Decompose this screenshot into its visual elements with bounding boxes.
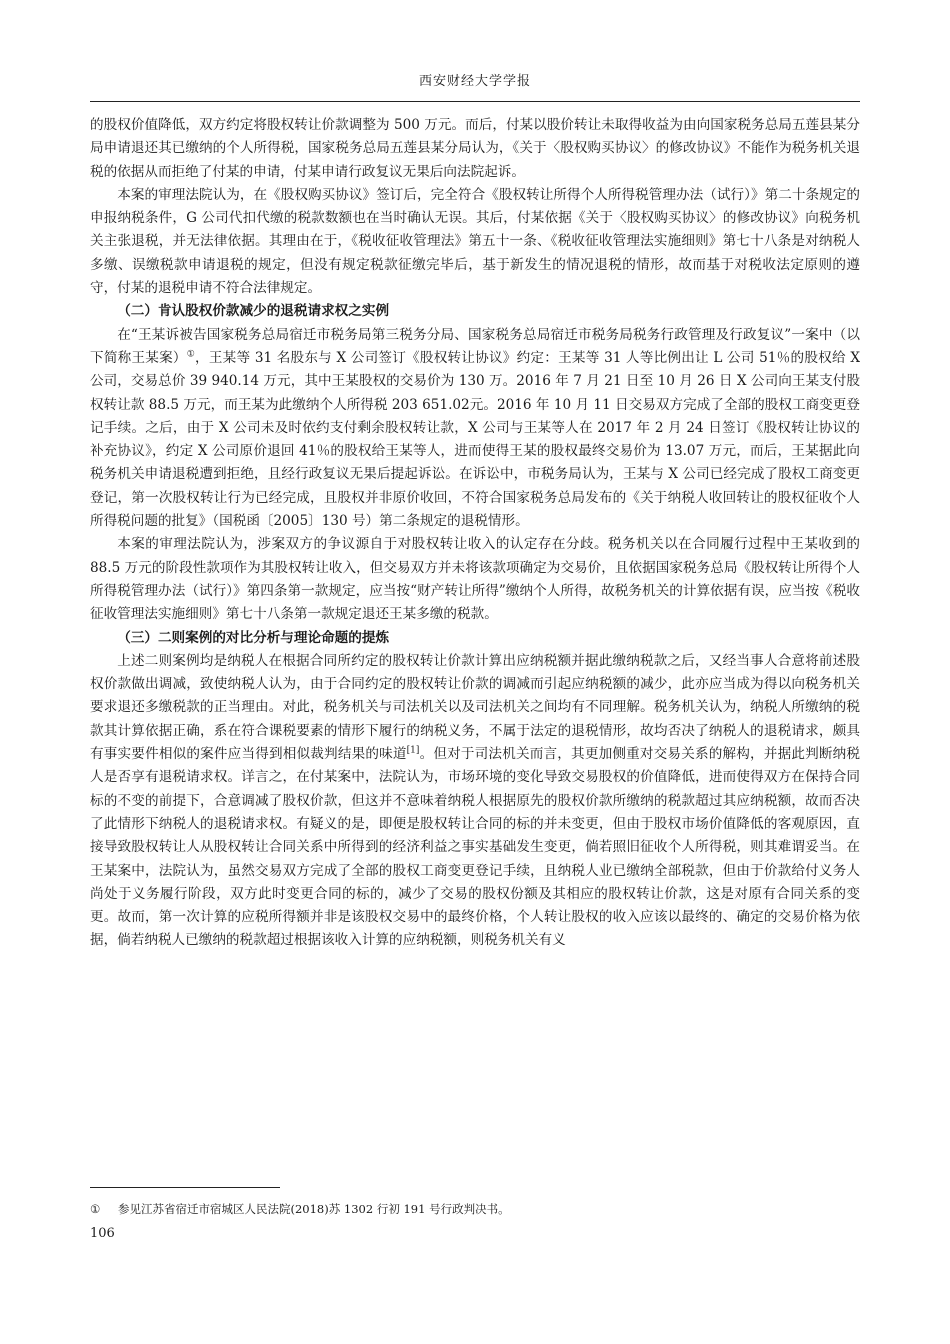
paragraph-5-part-b: 。但对于司法机关而言，其更加侧重对交易关系的解构，并据此判断纳税人是否享有退税请求权。详言之，在付某案中，法院认为，市场环境的变化导致交易股权的价值降低，进而使得双方在保持合同标的不变的前提下，合意调减了股权价款，但这并不意味着纳税人根据原先的股权价款所缴纳的税款超过其应纳税额，故而否决了此情形下纳税人的退税请求权。有疑义的是，即便是股权转让合同的标的并未变更，但由于股权市场价值降低的客观原因，直接导致股权转让人从股权转让合同关系中所得到的经济利益之事实基础发生变更，倘若照旧征收个人所得税，则其难谓妥当。在王某案中，法院认为，虽然交易双方完成了全部的股权工商变更登记手续，且纳税人业已缴纳全部税款，但由于价款给付义务人尚处于义务履行阶段，双方此时变更合同的标的，减少了交易的股权份额及其相应的股权转让价款，这是对原有合同关系的变更。故而，第一次计算的应税所得额并非是该股权交易中的最终价格，个人转让股权的收入应该以最终的、确定的交易价格为依据，倘若纳税人已缴纳的税款超过根据该收入计算的应纳税额，则税务机关有义 — [90, 746, 861, 949]
footnote-text: 参见江苏省宿迁市宿城区人民法院(2018)苏 1302 行初 191 号行政判决书。 — [118, 1202, 510, 1216]
footnote-rule — [90, 1187, 280, 1188]
article-body — [90, 114, 860, 953]
paragraph-5 — [90, 650, 860, 953]
paragraph-2: 本案的审理法院认为，在《股权购买协议》签订后，完全符合《股权转让所得个人所得税管理办法（试行）》第二十条规定的申报纳税条件，G 公司代扣代缴的税款数额也在当时确认无误。其后，付某依据《关于〈股权购买协议〉的修改协议》向税务机关主张退税，并无法律依据。其理由在于，《税收征收管理法》第五十一条、《税收征收管理法实施细则》第七十八条是对纳税人多缴、误缴税款申请退税的规定，但没有规定税款征缴完毕后，基于新发生的情况退税的情形，故而基于对税收法定原则的遵守，付某的退税申请不符合法律规定。 — [90, 186, 860, 297]
footnote-mark: ① — [90, 1202, 101, 1216]
running-header: 西安财经大学学报 — [418, 74, 531, 89]
page-number: 106 — [90, 1226, 115, 1241]
paragraph-5-part-a: 上述二则案例均是纳税人在根据合同所约定的股权转让价款计算出应纳税额并据此缴纳税款之后，又经当事人合意将前述股权价款做出调减，致使纳税人认为，由于合同约定的股权转让价款的调减而引起应纳税额的减少，此亦应当成为得以向税务机关要求退还多缴税款的正当理由。对此，税务机关与司法机关以及司法机关之间均有不同理解。税务机关认为，纳税人所缴纳的税款其计算依据正确，系在符合课税要素的情形下履行的纳税义务，不属于法定的退税情形，故均否决了纳税人的退税请求，颇具有事实要件相似的案件应当得到相似裁判结果的味道 — [90, 652, 860, 763]
paragraph-4: 本案的审理法院认为，涉案双方的争议源自于对股权转让收入的认定存在分歧。税务机关以在合同履行过程中王某收到的 88.5 万元的阶段性款项作为其股权转让收入，但交易双方并未将该款项确定为交易价，且依据国家税务总局《股权转让所得个人所得税管理办法（试行）》第四条第一款规定，应当按“财产转让所得”缴纳个人所得，故税务机关的计算依据有误，应当按《税收征收管理法实施细则》第七十八条第一款规定退还王某多缴的税款。 — [90, 536, 860, 623]
citation-ref-1[interactable]: [1] — [406, 745, 420, 756]
paragraph-1: 的股权价值降低，双方约定将股权转让价款调整为 500 万元。而后，付某以股价转让未取得收益为由向国家税务总局五莲县某分局申请退还其已缴纳的个人所得税，国家税务总局五莲县某分局认为，《关于〈股权购买协议〉的修改协议》不能作为税务机关退税的依据从而拒绝了付某的申请，付某申请行政复议无果后向法院起诉。 — [90, 117, 860, 180]
paragraph-3-part-a: 在“王某诉被告国家税务总局宿迁市税务局第三税务分局、国家税务总局宿迁市税务局税务行政管理及行政复议”一案中（以下简称王某案） — [90, 326, 860, 366]
section-heading-3: （三）二则案例的对比分析与理论命题的提炼 — [117, 629, 390, 646]
paragraph-3 — [90, 324, 860, 534]
footnote-ref-1[interactable]: ① — [186, 349, 196, 360]
section-heading-2: （二）肯认股权价款减少的退税请求权之实例 — [117, 303, 390, 320]
footnote — [90, 1201, 860, 1217]
header-rule — [90, 101, 860, 102]
paragraph-3-part-b: ，王某等 31 名股东与 X 公司签订《股权转让协议》约定：王某等 31 人等比例出让 L 公司 51％的股权给 X 公司，交易总价 39 940.14 万元，其中王某股权的交易价为 130 万。2016 年 7 月 21 日至 10 月 26 日 X 公司向王某支付股权转让款 88.5 万元，而王某为此缴纳个人所得税 203 651.02元。2016 年 10 月 11 日交易双方完成了全部的股权工商变更登记手续。之后，由于 X 公司未及时依约支付剩余股权转让款，X 公司与王某等人在 2017 年 2 月 24 日签订《股权转让协议的补充协议》，约定 X 公司原价退回 41％的股权给王某等人，进而使得王某的股权最终交易价为 13.07 万元，而后，王某据此向税务机关申请退税遭到拒绝，且经行政复议无果后提起诉讼。在诉讼中，市税务局认为，王某与 X 公司已经完成了股权工商变更登记，第一次股权转让行为已经完成，且股权并非原价收回，不符合国家税务总局发布的《关于纳税人收回转让的股权征收个人所得税问题的批复》（国税函〔2005〕130 号）第二条规定的退税情形。 — [90, 349, 861, 530]
